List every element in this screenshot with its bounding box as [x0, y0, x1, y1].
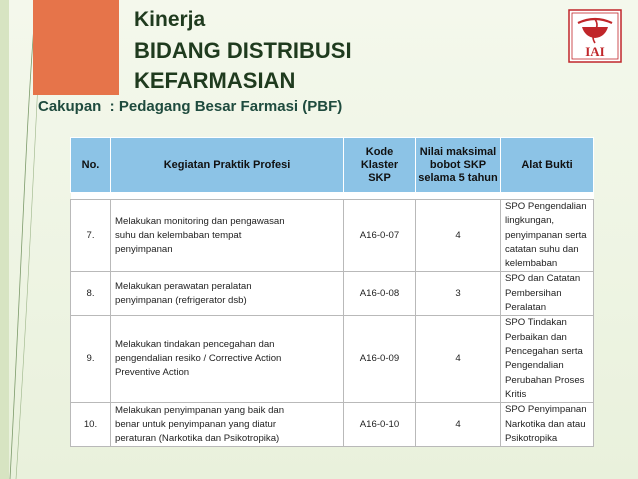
header-gap [71, 193, 594, 200]
title-kefarmasian: KEFARMASIAN [134, 68, 296, 93]
title-kinerja: Kinerja [134, 8, 206, 31]
cell-no: 7. [71, 200, 111, 272]
iai-logo-icon [568, 9, 622, 63]
table-row [71, 403, 594, 447]
cell-no: 8. [71, 272, 111, 316]
cell-kegiatan: Melakukan monitoring dan pengawasan suhu dan kelembaban tempat penyimpanan [111, 200, 344, 272]
scope-text: Cakupan : Pedagang Besar Farmasi (PBF) [38, 98, 343, 115]
table-row [71, 200, 594, 272]
cell-kode: A16-0-09 [344, 316, 416, 403]
cell-alat-bukti: SPO Penyimpanan Narkotika dan atau Psikotropika [501, 403, 594, 447]
header-nilai: Nilai maksimal bobot SKP selama 5 tahun [416, 138, 501, 193]
table-row [71, 272, 594, 316]
header-alat-bukti: Alat Bukti [501, 138, 594, 193]
cell-kode: A16-0-07 [344, 200, 416, 272]
header-kode: Kode Klaster SKP [344, 138, 416, 193]
cell-kode: A16-0-10 [344, 403, 416, 447]
cell-kegiatan: Melakukan perawatan peralatan penyimpanan (refrigerator dsb) [111, 272, 344, 316]
accent-block [33, 0, 119, 95]
title-bidang: BIDANG DISTRIBUSI [134, 38, 352, 63]
cell-nilai: 4 [416, 403, 501, 447]
cell-kode: A16-0-08 [344, 272, 416, 316]
skp-table [70, 137, 593, 447]
table-row [71, 316, 594, 403]
logo-label: IAI [585, 44, 605, 59]
cell-nilai: 4 [416, 200, 501, 272]
cell-no: 10. [71, 403, 111, 447]
cell-nilai: 4 [416, 316, 501, 403]
cell-alat-bukti: SPO Pengendalian lingkungan, penyimpanan serta catatan suhu dan kelembaban [501, 200, 594, 272]
header-no: No. [71, 138, 111, 193]
cell-kegiatan: Melakukan penyimpanan yang baik dan benar untuk penyimpanan yang diatur peraturan (Narkotika dan Psikotropika) [111, 403, 344, 447]
cell-alat-bukti: SPO dan Catatan Pembersihan Peralatan [501, 272, 594, 316]
cell-nilai: 3 [416, 272, 501, 316]
cell-alat-bukti: SPO Tindakan Perbaikan dan Pencegahan serta Pengendalian Perubahan Proses Kritis [501, 316, 594, 403]
cell-kegiatan: Melakukan tindakan pencegahan dan pengendalian resiko / Corrective Action Preventive Action [111, 316, 344, 403]
cell-no: 9. [71, 316, 111, 403]
header-kegiatan: Kegiatan Praktik Profesi [111, 138, 344, 193]
table-header-row [71, 138, 594, 193]
